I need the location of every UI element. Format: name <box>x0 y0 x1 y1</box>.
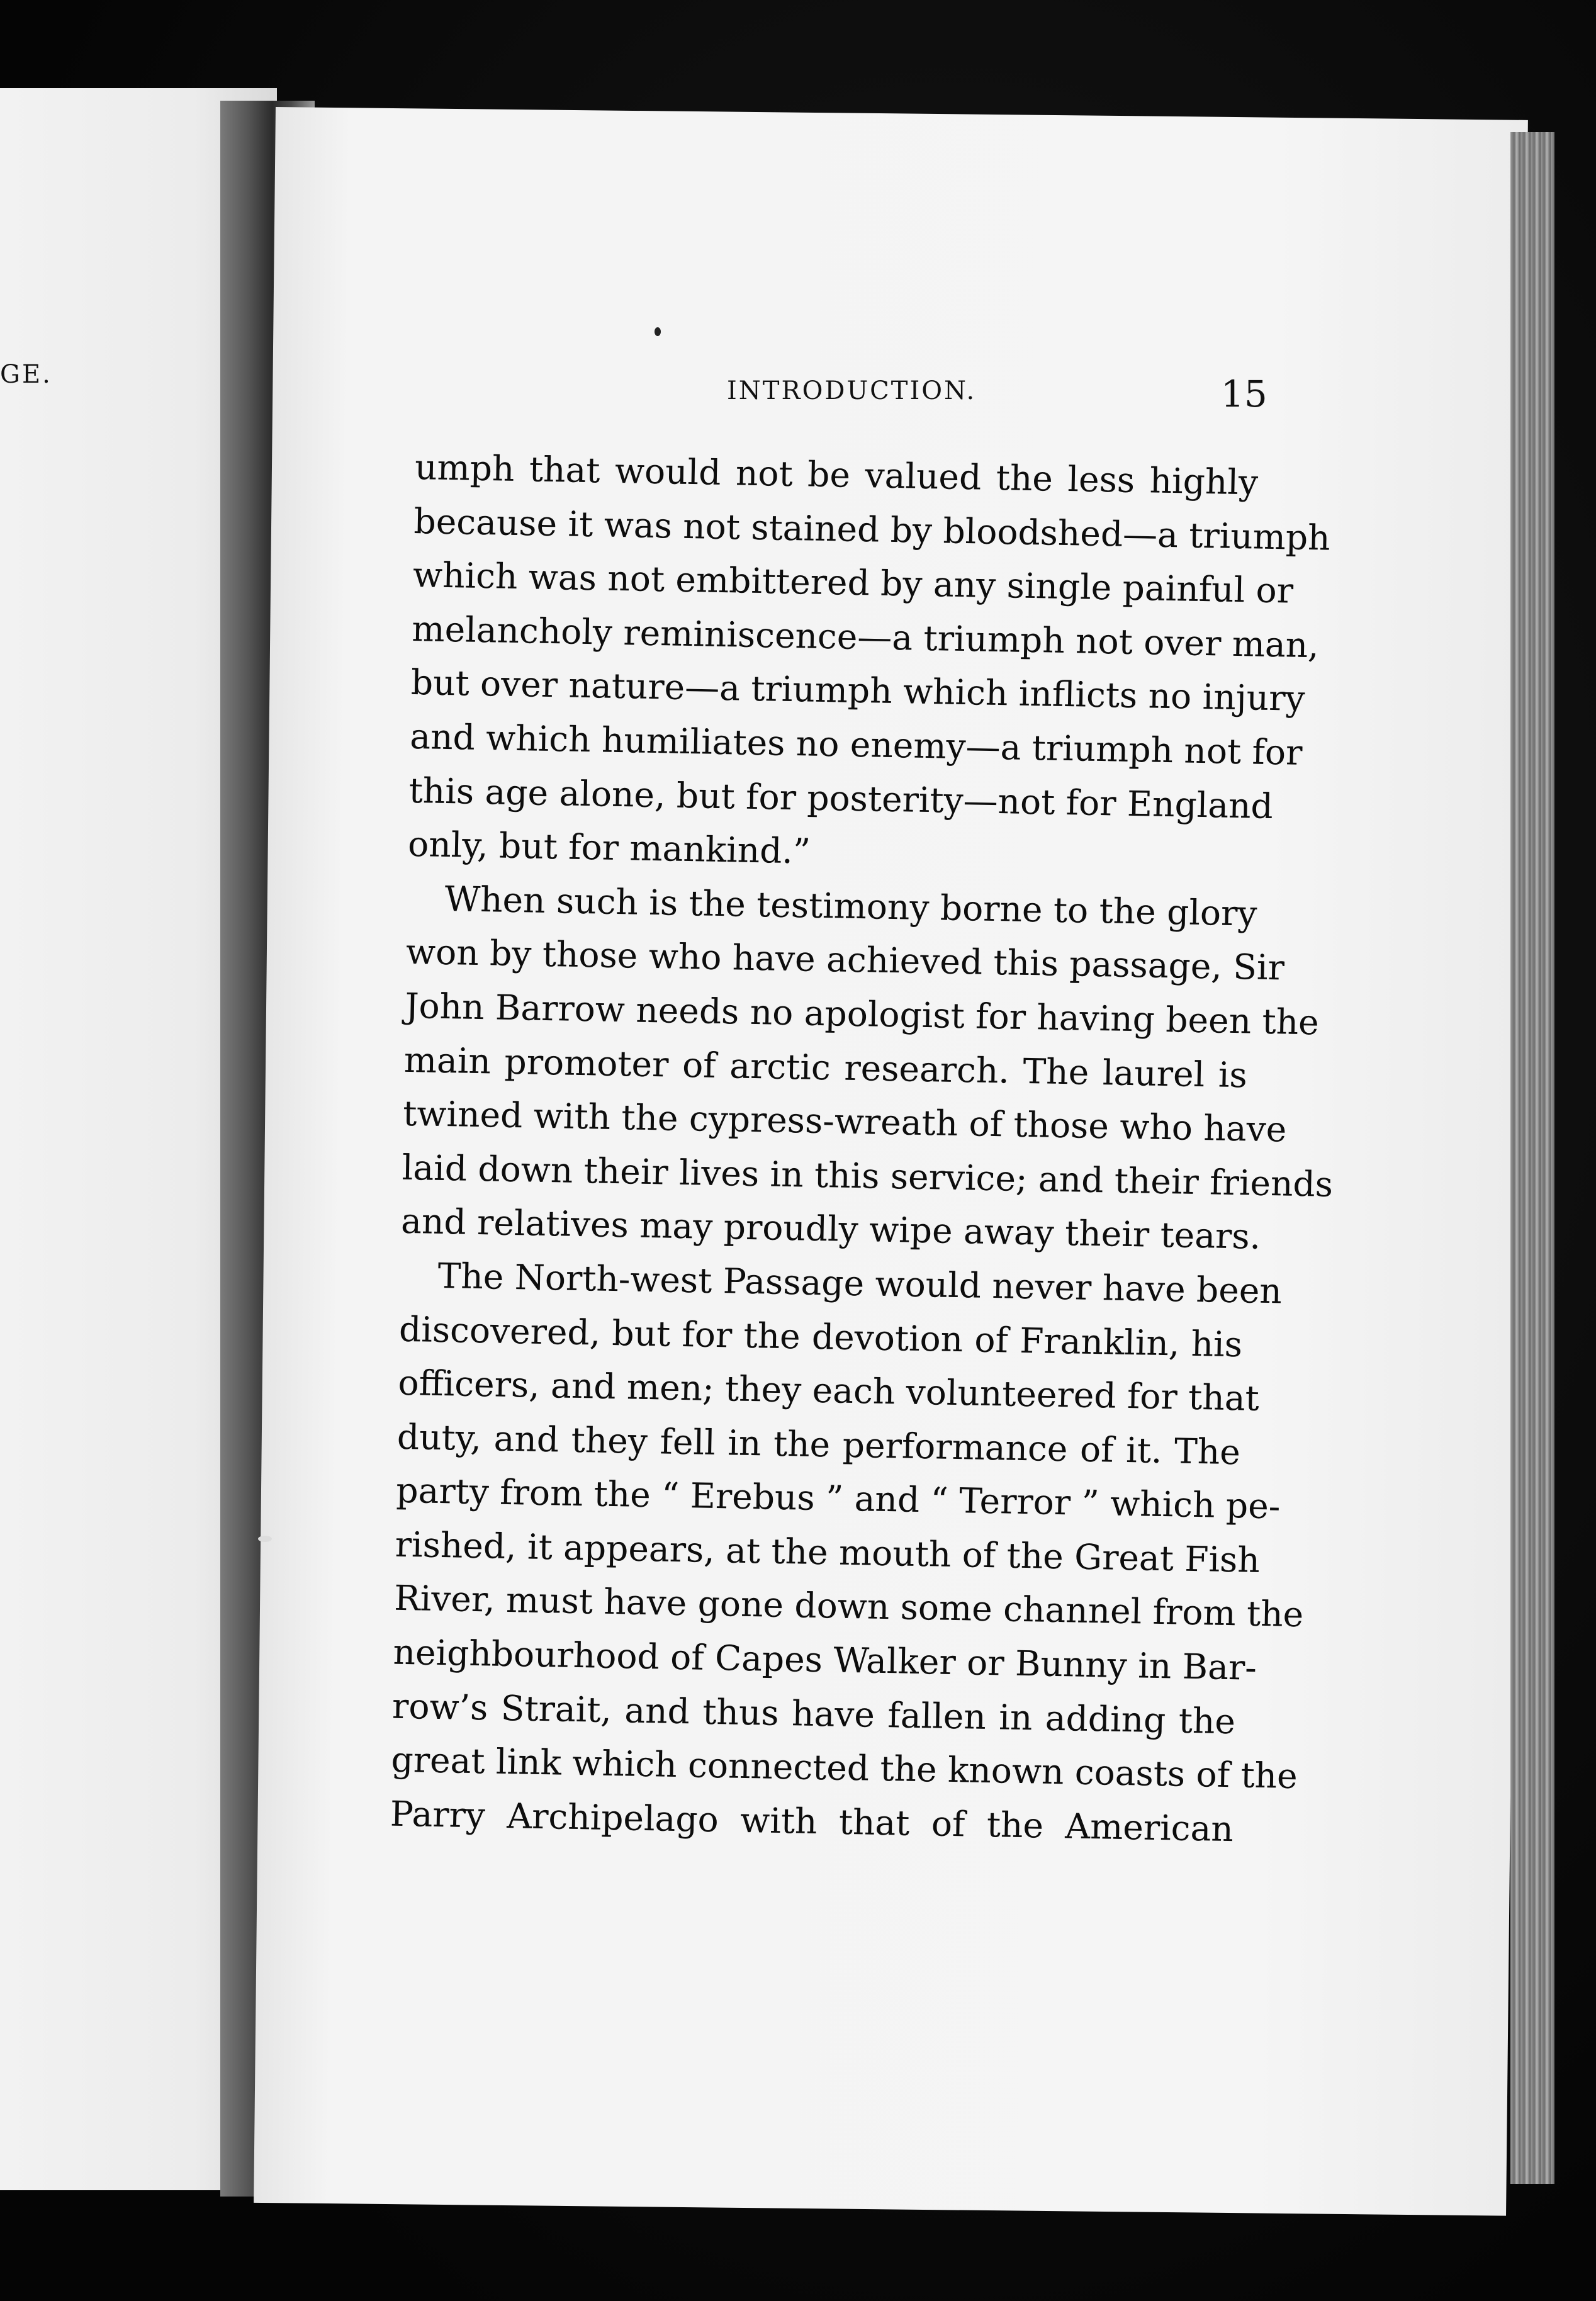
paper-speck <box>258 1536 272 1542</box>
text-line: John Barrow needs no apologist for having been the <box>404 985 1320 1043</box>
text-line: laid down their lives in this service; and their friends <box>402 1147 1334 1205</box>
text-line: party from the “ Erebus ” and “ Terror ” which pe- <box>395 1470 1281 1527</box>
body-text <box>390 441 1334 1857</box>
text-line: duty, and they fell in the performance of it. The <box>396 1416 1241 1472</box>
text-line: discovered, but for the devotion of Franklin, his <box>398 1308 1243 1364</box>
text-line: but over nature—a triumph which inflicts no injury <box>410 662 1306 719</box>
text-line: When such is the testimony borne to the glory <box>444 878 1258 934</box>
page-number: 15 <box>1221 373 1267 415</box>
left-running-head: GE. <box>0 360 52 389</box>
text-line: main promoter of arctic research. The laurel is <box>403 1039 1248 1095</box>
text-line: Parry Archipelago with that of the American <box>390 1793 1234 1850</box>
text-line: this age alone, but for posterity—not for England <box>408 770 1274 826</box>
text-line: which was not embittered by any single painful or <box>412 554 1294 611</box>
text-line: great link which connected the known coasts of the <box>390 1739 1298 1797</box>
page-edge <box>1510 132 1554 2184</box>
text-line: and relatives may proudly wipe away their tears. <box>400 1201 1261 1257</box>
text-line: umph that would not be valued the less highly <box>414 446 1259 503</box>
text-line: rished, it appears, at the mouth of the Great Fish <box>395 1524 1261 1580</box>
text-line: row’s Strait, and thus have fallen in adding the <box>391 1685 1236 1741</box>
text-line: River, must have gone down some channel from the <box>393 1578 1304 1635</box>
text-line: and which humiliates no enemy—a triumph not for <box>409 716 1303 773</box>
text-line: neighbourhood of Capes Walker or Bunny in Bar- <box>393 1631 1257 1688</box>
ink-speck <box>655 327 661 336</box>
text-line: melancholy reminiscence—a triumph not over man, <box>411 608 1320 666</box>
running-head: INTRODUCTION. <box>727 376 977 405</box>
text-line: The North-west Passage would never have been <box>437 1255 1283 1312</box>
text-line: only, but for mankind.” <box>407 824 811 872</box>
text-line: because it was not stained by bloodshed—a triumph <box>413 500 1331 558</box>
text-line: won by those who have achieved this passage, Sir <box>405 931 1285 988</box>
text-line: officers, and men; they each volunteered for that <box>397 1362 1260 1419</box>
text-line: twined with the cypress-wreath of those who have <box>402 1093 1287 1150</box>
